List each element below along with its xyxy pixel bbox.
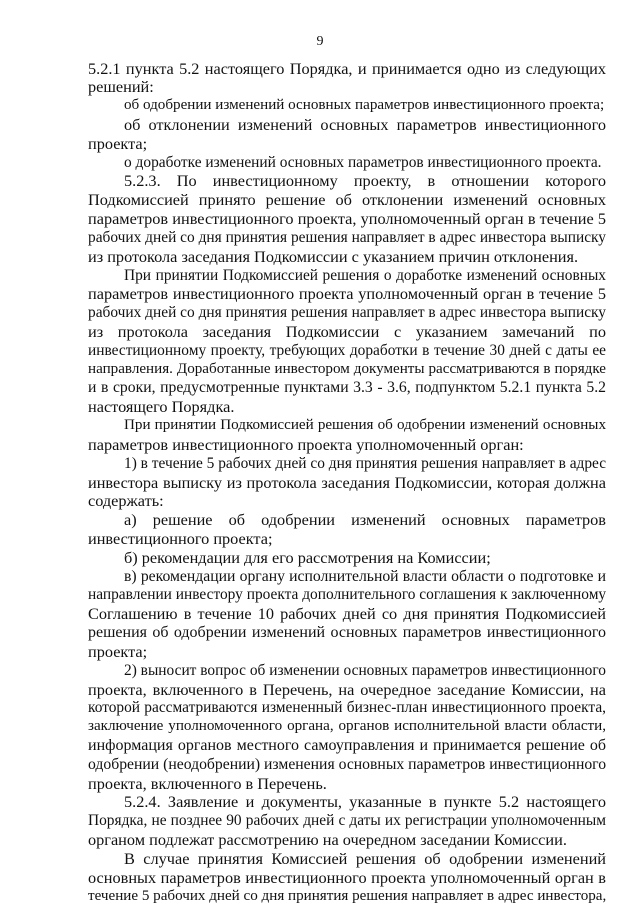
text-line: проекта;: [88, 641, 148, 661]
text-line: Порядка, не позднее 90 рабочих дней с даты их регистрации уполномоченным: [88, 812, 606, 830]
text-line: из протокола заседания Подкомиссии с указанием причин отклонения.: [88, 246, 579, 266]
text-line: органом подлежат рассмотрению на очередном заседании Комиссии.: [88, 830, 567, 849]
text-line: Соглашению в течение 10 рабочих дней со дня принятия Подкомиссией: [88, 604, 606, 624]
text-line: б) рекомендации для его рассмотрения на Комиссии;: [124, 547, 491, 567]
text-line: и в сроки, предусмотренные пунктами 3.3 - 3.6, подпунктом 5.2.1 пункта 5.2: [88, 379, 606, 397]
text-line: 1) в течение 5 рабочих дней со дня принятия решения направляет в адрес: [124, 454, 607, 472]
text-line: которой рассматриваются измененный бизнес-план инвестиционного проекта,: [88, 699, 606, 717]
text-line: решений:: [88, 77, 154, 97]
text-line: одобрении (неодобрении) изменения основных параметров инвестиционного: [88, 755, 607, 773]
text-line: инвестиционного проекта;: [88, 529, 273, 548]
text-line: 5.2.4. Заявление и документы, указанные в пункте 5.2 настоящего: [124, 792, 606, 812]
text-line: о доработке изменений основных параметров инвестиционного проекта.: [124, 153, 602, 171]
text-line: проекта;: [88, 133, 148, 153]
text-line: инвестора выписку из протокола заседания Подкомиссии, которая должна: [88, 472, 606, 492]
text-line: параметров инвестиционного проекта уполномоченный орган в течение 5: [88, 284, 606, 304]
text-line: течение 5 рабочих дней со дня принятия решения направляет в адрес инвестора,: [88, 887, 607, 904]
text-line: параметров инвестиционного проекта уполномоченный орган:: [88, 434, 524, 454]
text-line: из протокола заседания Подкомиссии с указанием замечаний по: [88, 322, 606, 341]
text-line: проекта, включенного в Перечень, на очередное заседание Комиссии, на: [88, 679, 606, 699]
text-line: При принятии Подкомиссией решения о доработке изменений основных: [124, 266, 606, 284]
text-line: 5.2.3. По инвестиционному проекту, в отношении которого: [124, 171, 606, 191]
text-line: рабочих дней со дня принятия решения направляет в адрес инвестора выписку: [88, 304, 606, 322]
text-line: Подкомиссией принято решение об отклонении изменений основных: [88, 190, 606, 210]
text-line: заключение уполномоченного органа, органов исполнительной власти области,: [88, 718, 606, 735]
text-line: В случае принятия Комиссией решения об одобрении изменений: [124, 848, 606, 868]
text-line: а) решение об одобрении изменений основных параметров: [124, 510, 606, 530]
text-line: рабочих дней со дня принятия решения направляет в адрес инвестора выписку: [88, 228, 606, 246]
page-number: 9: [316, 34, 324, 49]
text-line: проекта, включенного в Перечень.: [88, 773, 327, 793]
text-line: об одобрении изменений основных параметров инвестиционного проекта;: [124, 97, 605, 114]
text-line: в) рекомендации органу исполнительной власти области о подготовке и: [124, 567, 606, 585]
text-line: При принятии Подкомиссией решения об одобрении изменений основных: [124, 417, 606, 433]
text-line: направления. Доработанные инвестором документы рассматриваются в порядке: [88, 360, 606, 377]
text-line: параметров инвестиционного проекта, уполномоченный орган в течение 5: [88, 209, 606, 228]
text-line: основных параметров инвестиционного проекта уполномоченный орган в: [88, 867, 606, 887]
text-line: 2) выносит вопрос об изменении основных параметров инвестиционного: [124, 661, 606, 679]
text-line: информация органов местного самоуправления и принимается решение об: [88, 737, 606, 754]
text-line: 5.2.1 пункта 5.2 настоящего Порядка, и принимается одно из следующих: [88, 58, 606, 78]
text-line: содержать:: [88, 491, 164, 511]
text-line: направлении инвестору проекта дополнительного соглашения к заключенному: [88, 586, 607, 604]
text-line: инвестиционному проекту, требующих доработки в течение 30 дней с даты ее: [88, 341, 606, 359]
text-line: настоящего Порядка.: [88, 397, 235, 417]
text-line: решения об одобрении изменений основных параметров инвестиционного: [88, 624, 606, 641]
text-line: об отклонении изменений основных параметров инвестиционного: [124, 115, 606, 134]
